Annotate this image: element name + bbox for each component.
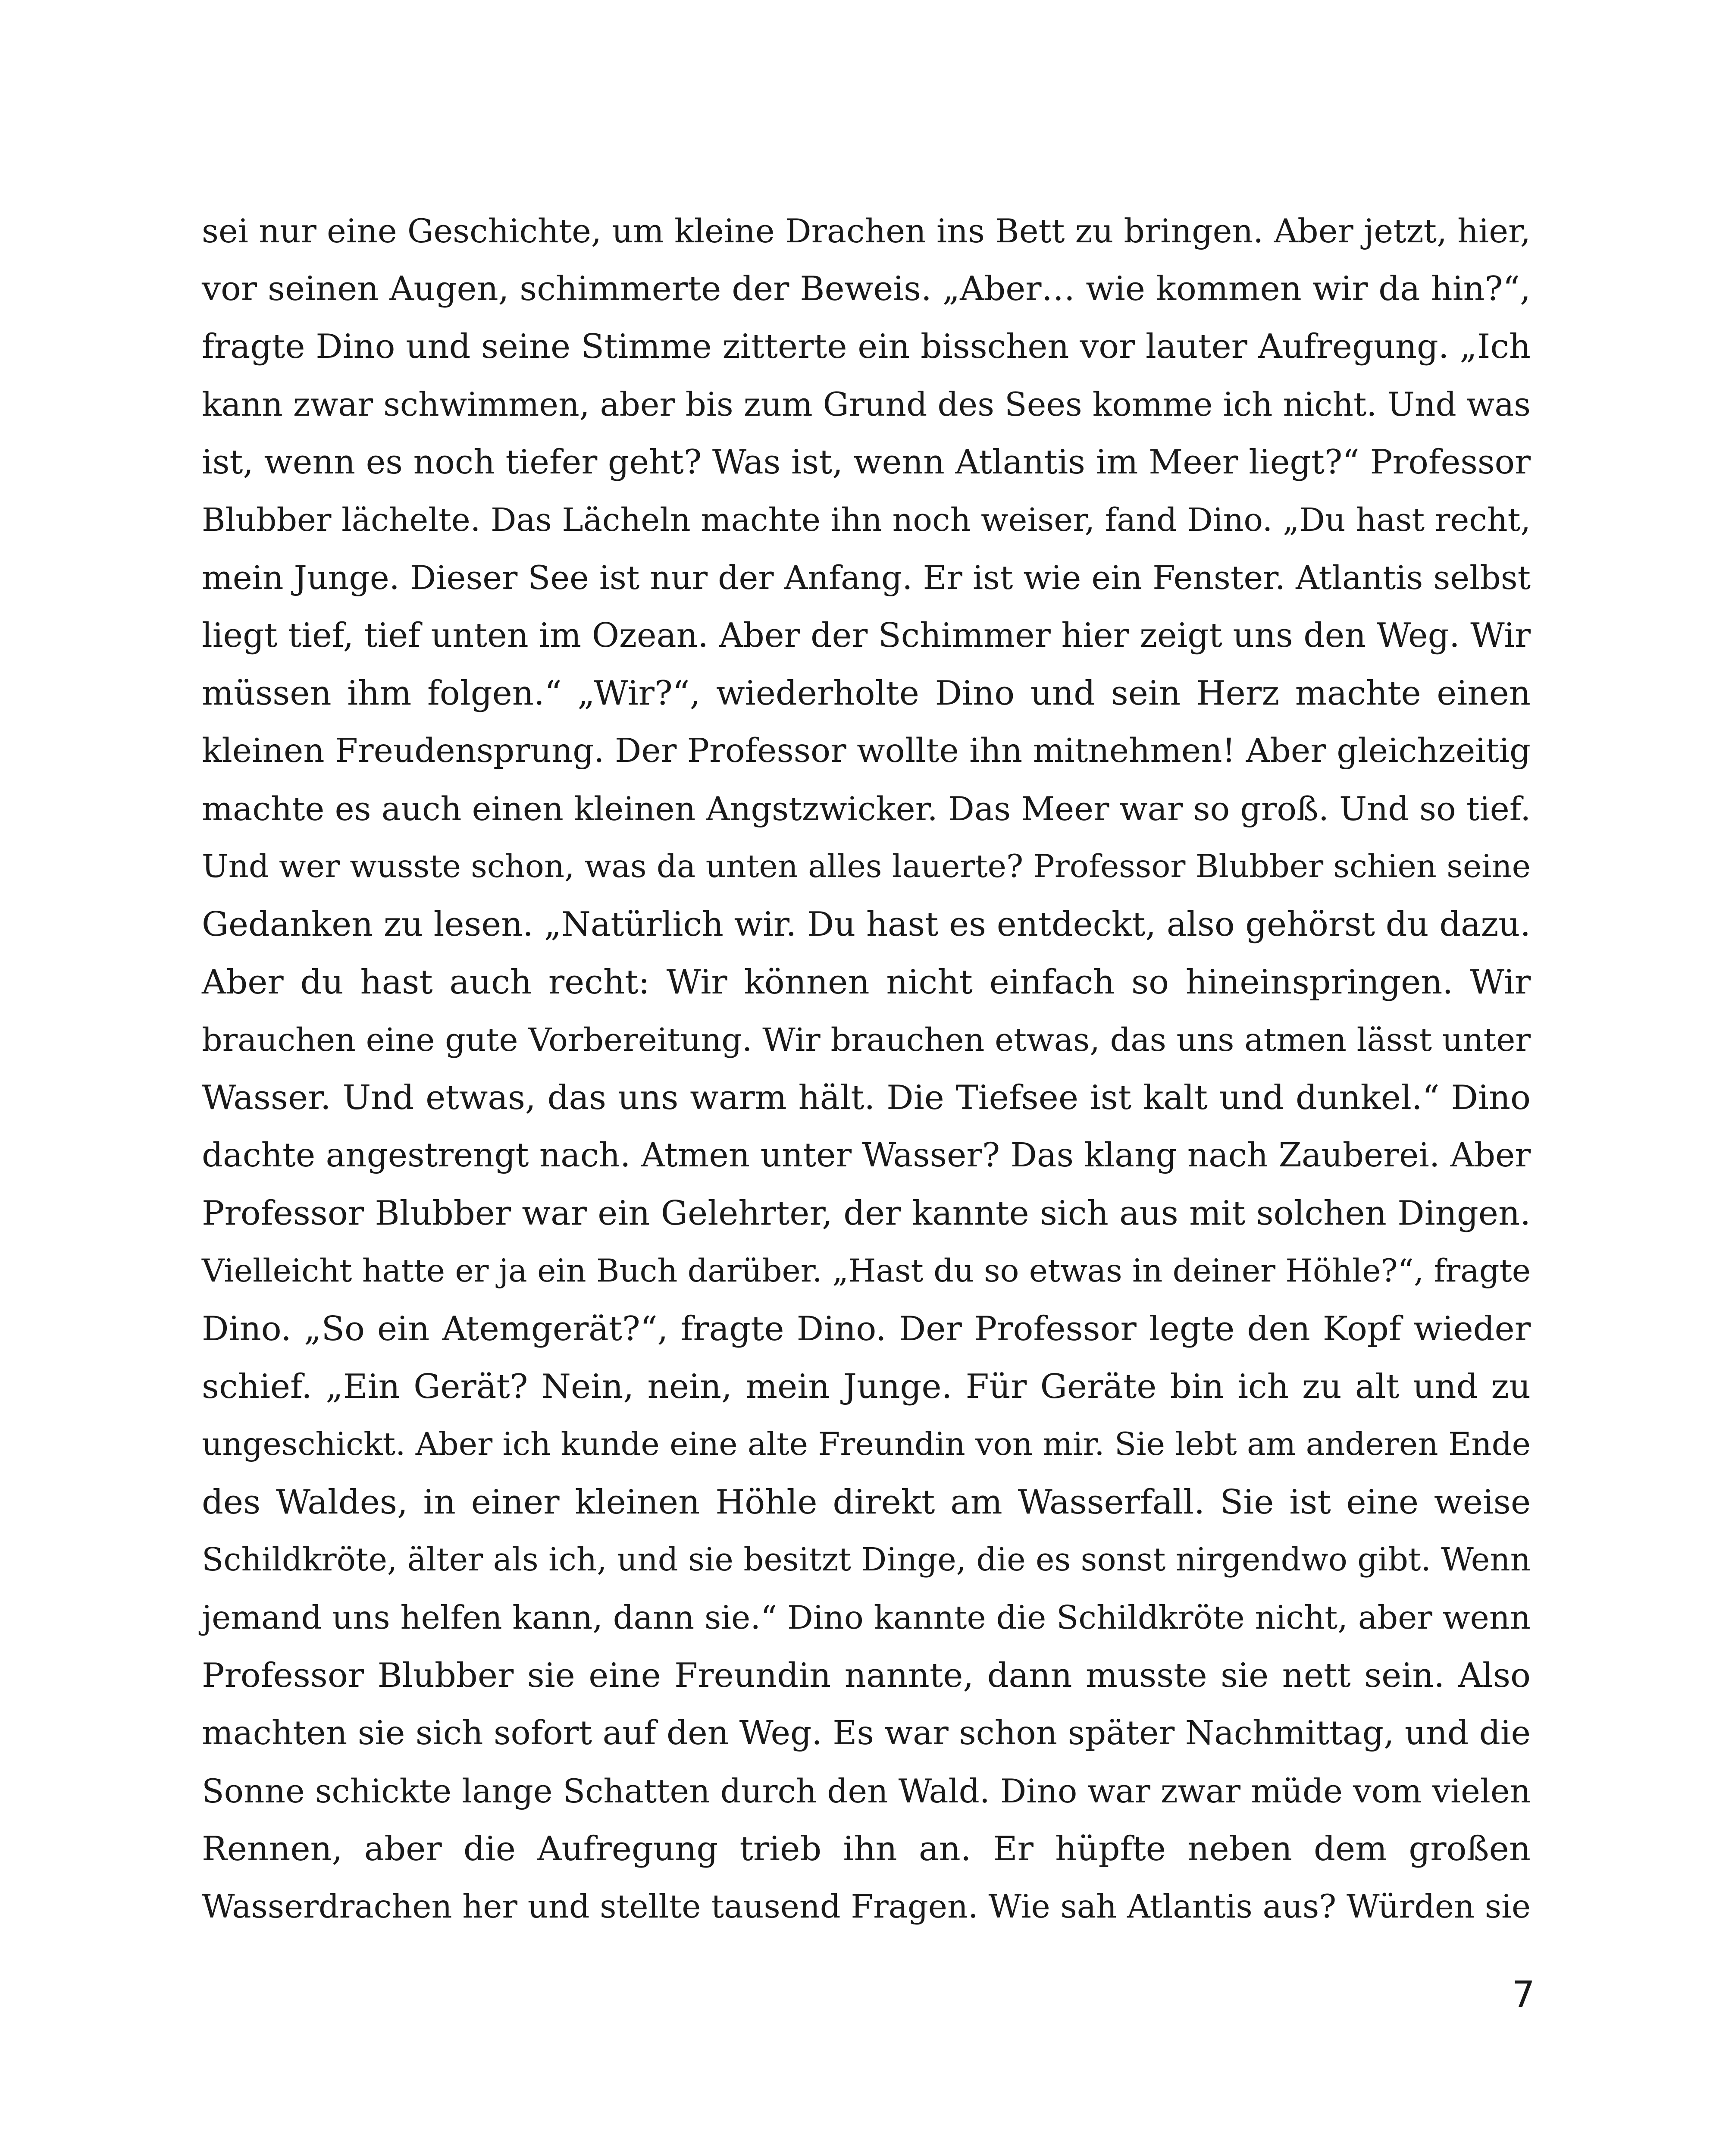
text-line: machten sie sich sofort auf den Weg. Es war schon später Nachmittag, und die — [202, 1714, 1531, 1752]
text-line: Vielleicht hatte er ja ein Buch darüber. „Hast du so etwas in deiner Höhle?“, fragte — [202, 1253, 1531, 1289]
text-line: vor seinen Augen, schimmerte der Beweis. „Aber… wie kommen wir da hin?“, — [202, 270, 1531, 308]
text-line: Wasser. Und etwas, das uns warm hält. Die Tiefsee ist kalt und dunkel.“ Dino — [202, 1078, 1531, 1117]
text-line: Rennen, aber die Aufregung trieb ihn an. Er hüpfte neben dem großen — [202, 1830, 1531, 1868]
text-line: brauchen eine gute Vorbereitung. Wir brauchen etwas, das uns atmen lässt unter — [202, 1021, 1531, 1059]
text-line: kleinen Freudensprung. Der Professor wollte ihn mitnehmen! Aber gleichzeitig — [202, 732, 1531, 770]
text-line: Und wer wusste schon, was da unten alles lauerte? Professor Blubber schien seine — [202, 848, 1531, 885]
text-line: liegt tief, tief unten im Ozean. Aber der Schimmer hier zeigt uns den Weg. Wir — [202, 616, 1531, 655]
text-line: ungeschickt. Aber ich kunde eine alte Freundin von mir. Sie lebt am anderen Ende — [202, 1426, 1531, 1463]
text-line: ist, wenn es noch tiefer geht? Was ist, wenn Atlantis im Meer liegt?“ Professor — [202, 443, 1531, 482]
text-line: mein Junge. Dieser See ist nur der Anfang. Er ist wie ein Fenster. Atlantis selbst — [202, 559, 1531, 597]
text-line: dachte angestrengt nach. Atmen unter Wasser? Das klang nach Zauberei. Aber — [202, 1136, 1531, 1175]
text-line: Blubber lächelte. Das Lächeln machte ihn noch weiser, fand Dino. „Du hast recht, — [202, 501, 1531, 539]
body-text — [202, 202, 1531, 1936]
text-line: Professor Blubber war ein Gelehrter, der kannte sich aus mit solchen Dingen. — [202, 1194, 1531, 1233]
text-line: fragte Dino und seine Stimme zitterte ein bisschen vor lauter Aufregung. „Ich — [202, 327, 1531, 366]
text-line: Dino. „So ein Atemgerät?“, fragte Dino. Der Professor legte den Kopf wieder — [202, 1310, 1531, 1348]
text-line: sei nur eine Geschichte, um kleine Drachen ins Bett zu bringen. Aber jetzt, hier, — [202, 212, 1531, 250]
text-line: müssen ihm folgen.“ „Wir?“, wiederholte Dino und sein Herz machte einen — [202, 674, 1531, 713]
text-line: machte es auch einen kleinen Angstzwicker. Das Meer war so groß. Und so tief. — [202, 790, 1531, 828]
page-number: 7 — [1512, 1973, 1535, 2015]
text-line: Professor Blubber sie eine Freundin nannte, dann musste sie nett sein. Also — [202, 1656, 1531, 1695]
text-line: schief. „Ein Gerät? Nein, nein, mein Junge. Für Geräte bin ich zu alt und zu — [202, 1367, 1531, 1406]
text-line: kann zwar schwimmen, aber bis zum Grund des Sees komme ich nicht. Und was — [202, 385, 1531, 423]
text-line: Schildkröte, älter als ich, und sie besitzt Dinge, die es sonst nirgendwo gibt. Wenn — [202, 1542, 1531, 1578]
text-line: Aber du hast auch recht: Wir können nicht einfach so hineinspringen. Wir — [202, 963, 1531, 1002]
text-line: Sonne schickte lange Schatten durch den Wald. Dino war zwar müde vom vielen — [202, 1772, 1531, 1810]
text-line: des Waldes, in einer kleinen Höhle direkt am Wasserfall. Sie ist eine weise — [202, 1483, 1531, 1522]
text-line: Wasserdrachen her und stellte tausend Fragen. Wie sah Atlantis aus? Würden sie — [202, 1888, 1531, 1925]
text-line: Gedanken zu lesen. „Natürlich wir. Du hast es entdeckt, also gehörst du dazu. — [202, 905, 1531, 944]
text-line: jemand uns helfen kann, dann sie.“ Dino kannte die Schildkröte nicht, aber wenn — [202, 1599, 1531, 1636]
